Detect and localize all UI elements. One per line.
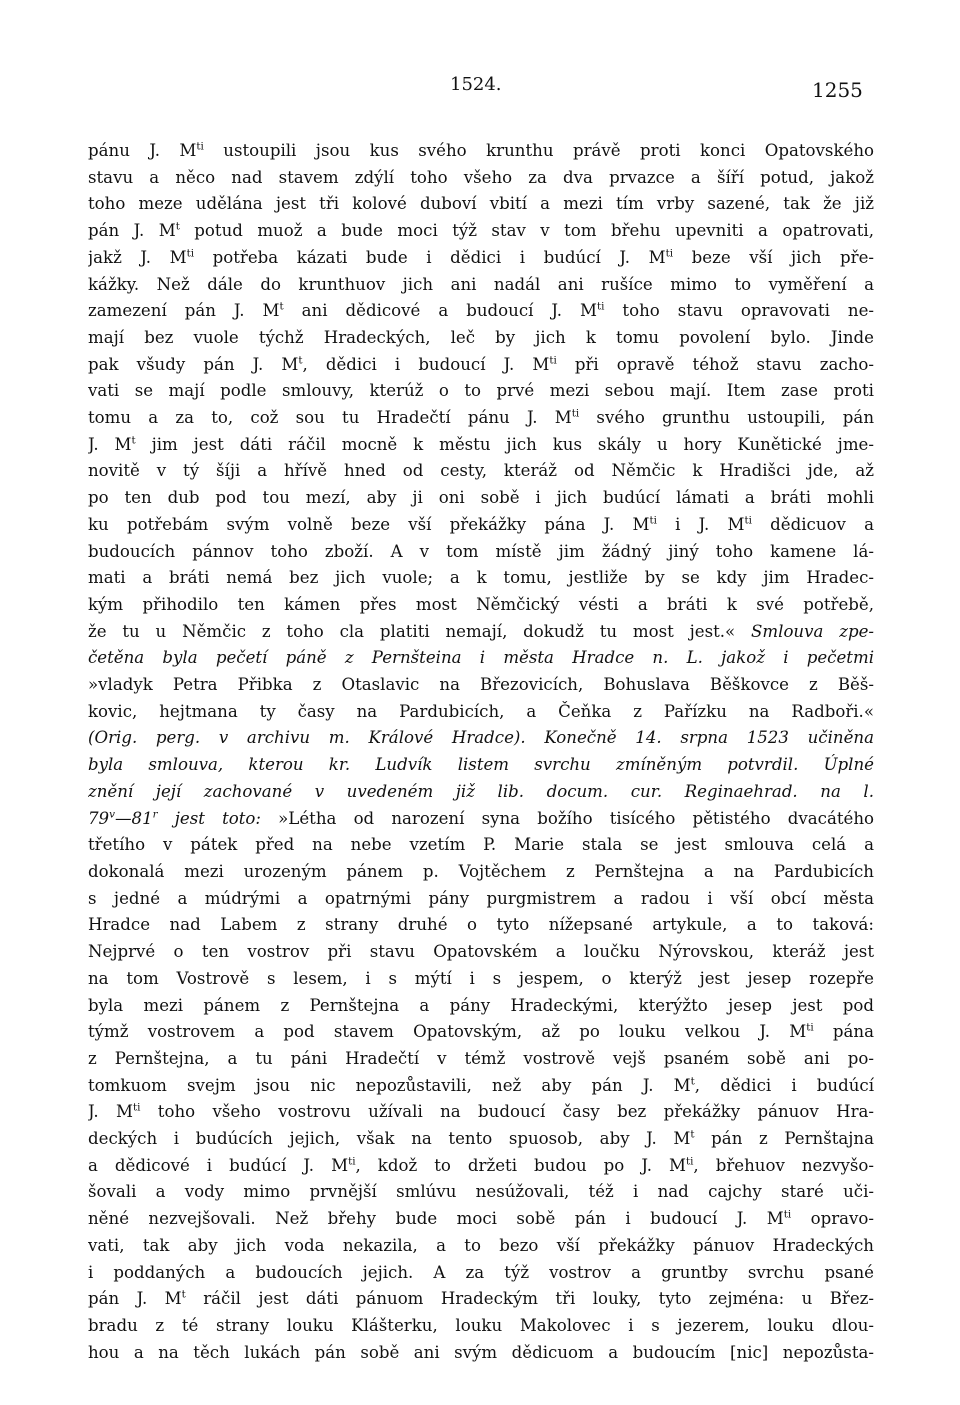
italic-text: znění její zachované v uvedeném již lib. docum. cur. Reginaehrad. na l. <box>88 781 874 801</box>
text-line <box>88 138 874 165</box>
page-number: 1255 <box>812 78 863 102</box>
text-segment: J. M <box>88 434 132 454</box>
text-segment: kým přihodilo ten kámen přes most Němčický vésti a bráti k své potřebě, <box>88 594 874 614</box>
superscript: r <box>152 808 158 821</box>
text-segment: ustoupili jsou kus svého krunthu právě proti konci Opatovského <box>203 141 874 160</box>
text-line <box>88 245 874 272</box>
text-segment: mají bez vuole týchž Hradeckých, leč by jich k tomu povolení bylo. Jinde <box>88 327 874 347</box>
text-segment: Nejprvé o ten vostrov při stavu Opatovském a loučku Nýrovskou, kteráž jest <box>88 942 874 962</box>
text-segment: jakž J. M <box>88 247 187 267</box>
text-segment: Hradce nad Labem z strany druhé o tyto nížepsané artykule, a to taková: <box>88 915 874 935</box>
text-segment: třetího v pátek před na nebe vzetím P. Marie stala se jest smlouva celá a <box>88 835 874 855</box>
text-segment: , kdož to držeti budou po J. M <box>355 1155 686 1175</box>
text-segment: pánu J. M <box>88 141 197 160</box>
text-segment: i J. M <box>656 514 745 534</box>
text-segment: tomkuom svejm jsou nic nepozůstavili, než aby pán J. M <box>88 1075 691 1095</box>
text-segment: kovic, hejtmana ty časy na Pardubicích, a Čeňka z Pařízku na Radboři.« <box>88 701 874 721</box>
text-segment: dokonalá mezi urozeným pánem p. Vojtěchem z Pernštejna a na Pardubicích <box>88 861 874 881</box>
text-line <box>88 619 874 646</box>
text-segment: zamezení pán J. M <box>88 301 280 321</box>
superscript: t <box>690 1128 695 1141</box>
text-segment: šovali a vody mimo prvnější smlúvu nesúžovali, též i nad cajchy staré uči- <box>88 1182 874 1202</box>
text-segment: a dědicové i budúcí J. M <box>88 1155 349 1175</box>
superscript: t <box>181 1288 186 1301</box>
text-line <box>88 1233 874 1260</box>
text-line <box>88 672 874 699</box>
superscript: ti <box>806 1021 814 1034</box>
text-line <box>88 1313 874 1340</box>
text-segment: s jedné a múdrými a opatrnými pány purgmistrem a radou i vší obcí města <box>88 888 874 908</box>
text-line <box>88 485 874 512</box>
text-segment: mati a bráti nemá bez jich vuole; a k tomu, jestliže by se kdy jim Hradec- <box>88 568 874 588</box>
superscript: ti <box>571 407 580 420</box>
text-line <box>88 1286 874 1313</box>
text-line <box>88 512 874 539</box>
text-segment: vati, tak aby jich voda nekazila, a to bezo vší překážky pánuov Hradeckých <box>88 1235 874 1255</box>
text-segment: vati se mají podle smlouvy, kterúž o to prvé mezi sebou mají. Item zase proti <box>88 381 874 401</box>
text-segment: toho stavu opravovati ne- <box>604 301 874 321</box>
text-segment: , dědici i budúcí <box>694 1075 874 1095</box>
text-segment: novitě v tý šíji a hřívě hned od cesty, kteráž od Němčic k Hradišci jde, až <box>88 461 874 481</box>
text-line <box>88 966 874 993</box>
text-segment: ráčil jest dáti pánuom Hradeckým tři louky, tyto zejména: u Břez- <box>185 1289 874 1309</box>
superscript: ti <box>549 354 557 367</box>
text-segment: že tu u Němčic z toho cla platiti nemají, dokudž tu most jest.« <box>88 621 752 641</box>
text-line <box>88 592 874 619</box>
text-line <box>88 832 874 859</box>
text-line <box>88 432 874 459</box>
text-line <box>88 378 874 405</box>
text-segment: »vladyk Petra Přibka z Otaslavic na Březovicích, Bohuslava Běškovce z Běš- <box>88 675 874 695</box>
text-line <box>88 859 874 886</box>
text-segment: potud muož a bude moci týž stav v tom břehu upevniti a opatrovati, <box>179 221 874 241</box>
superscript: t <box>298 354 303 367</box>
text-segment: na tom Vostrově s lesem, i s mýtí i s jespem, o kterýž jest jesep rozepře <box>88 968 874 988</box>
text-segment: po ten dub pod tou mezí, aby ji oni sobě i jich budúcí lámati a bráti mohli <box>88 488 874 508</box>
text-line <box>88 886 874 913</box>
text-segment: týmž vostrovem a pod stavem Opatovským, až po louku velkou J. M <box>88 1022 807 1042</box>
text-line <box>88 1206 874 1233</box>
superscript: t <box>279 300 284 313</box>
italic-text: Smlouva zpe- <box>751 621 874 641</box>
text-line <box>88 1153 874 1180</box>
superscript: t <box>131 434 136 447</box>
italic-text: 79 <box>88 808 110 828</box>
text-segment: toho meze udělána jest tři kolové duboví vbití a mezi tím vrby sazené, tak že již <box>88 194 874 214</box>
text-segment: , dědici i budoucí J. M <box>302 354 550 374</box>
text-segment: pak všudy pán J. M <box>88 354 299 374</box>
text-segment: svého grunthu ustoupili, pán <box>579 408 874 428</box>
text-line <box>88 458 874 485</box>
superscript: ti <box>744 514 752 527</box>
text-line <box>88 539 874 566</box>
italic-text: —81 <box>114 808 153 828</box>
text-segment: budoucích pánnov toho zboží. A v tom místě jim žádný jiný toho kamene lá- <box>88 541 874 561</box>
superscript: t <box>175 220 180 233</box>
text-segment: dědicuov a <box>751 514 874 534</box>
text-segment: pána <box>813 1022 874 1042</box>
text-line <box>88 1126 874 1153</box>
italic-text: byla smlouva, kterou kr. Ludvík listem svrchu zmíněným potvrdil. Úplné <box>88 755 874 775</box>
text-line <box>88 645 874 672</box>
text-segment: , břehuov nezvyšo- <box>693 1155 874 1175</box>
superscript: ti <box>348 1155 356 1168</box>
text-line <box>88 1179 874 1206</box>
body-text <box>88 138 874 1366</box>
text-segment: z Pernštejna, a tu páni Hradečtí v témž vostrově vejš psaném sobě ani po- <box>88 1048 874 1068</box>
text-line <box>88 405 874 432</box>
text-line <box>88 352 874 379</box>
text-line <box>88 1046 874 1073</box>
year-heading: 1524. <box>450 74 502 95</box>
text-line <box>88 1019 874 1046</box>
text-segment: pán J. M <box>88 221 176 241</box>
text-line <box>88 218 874 245</box>
italic-text: (Orig. perg. v archivu m. Králové Hradce). Konečně 14. srpna 1523 učiněna <box>88 728 874 748</box>
text-line <box>88 272 874 299</box>
text-segment: jim jest dáti ráčil mocně k městu jich kus skály u hory Kunětické jme- <box>135 434 874 454</box>
superscript: ti <box>133 1101 141 1114</box>
text-line <box>88 993 874 1020</box>
text-segment: něné nezvejšovali. Než břehy bude moci sobě pán i budoucí J. M <box>88 1209 784 1229</box>
text-line <box>88 325 874 352</box>
text-line <box>88 298 874 325</box>
text-segment: ani dědicové a budoucí J. M <box>283 301 598 321</box>
text-segment: J. M <box>88 1102 133 1122</box>
superscript: ti <box>649 514 657 527</box>
text-segment: pán J. M <box>88 1289 182 1309</box>
text-segment: hou a na těch lukách pán sobě ani svým dědicuom a budoucím [nic] nepozůsta- <box>88 1342 874 1362</box>
text-segment: při opravě téhož stavu zacho- <box>556 354 874 374</box>
text-line <box>88 1099 874 1126</box>
text-segment: beze vší jich pře- <box>673 247 874 267</box>
superscript: ti <box>196 140 204 153</box>
text-line <box>88 779 874 806</box>
italic-text: jest toto: <box>157 808 279 828</box>
superscript: v <box>109 808 115 821</box>
superscript: ti <box>686 1155 694 1168</box>
text-segment: »Létha od narození syna božího tisícého pětistého dvacátého <box>278 808 874 828</box>
superscript: ti <box>783 1208 792 1221</box>
text-segment: opravo- <box>791 1209 874 1229</box>
text-line <box>88 752 874 779</box>
text-line <box>88 699 874 726</box>
text-segment: tomu a za to, což sou tu Hradečtí pánu J. M <box>88 408 572 428</box>
text-line <box>88 165 874 192</box>
text-segment: stavu a něco nad stavem zdýlí toho všeho za dva prvazce a šíří potud, jakož <box>88 167 874 187</box>
text-segment: potřeba kázati bude i dědici i budúcí J. M <box>194 247 666 267</box>
superscript: t <box>690 1075 695 1088</box>
text-segment: i poddaných a budoucích jejich. A za týž vostrov a gruntby svrchu psané <box>88 1262 874 1282</box>
text-line <box>88 1073 874 1100</box>
text-segment: pán z Pernštajna <box>694 1129 874 1149</box>
text-line <box>88 725 874 752</box>
text-segment: ku potřebám svým volně beze vší překážky pána J. M <box>88 514 650 534</box>
superscript: ti <box>597 300 605 313</box>
superscript: ti <box>186 247 195 260</box>
text-segment: kážky. Než dále do krunthuov jich ani nadál ani rušíce mimo to vyměření a <box>88 274 874 294</box>
text-segment: byla mezi pánem z Pernštejna a pány Hradeckými, kterýžto jesep jest pod <box>88 995 874 1015</box>
text-line <box>88 565 874 592</box>
text-line <box>88 1340 874 1367</box>
superscript: ti <box>665 247 674 260</box>
text-line <box>88 939 874 966</box>
text-line <box>88 1260 874 1287</box>
text-segment: bradu z té strany louku Klášterku, louku Makolovec i s jezerem, louku dlou- <box>88 1315 874 1335</box>
text-line <box>88 912 874 939</box>
italic-text: četěna byla pečetí páně z Pernšteina i města Hradce n. L. jakož i pečetmi <box>88 648 874 668</box>
text-line <box>88 806 874 833</box>
text-line <box>88 191 874 218</box>
text-segment: deckých i budúcích jejich, však na tento spuosob, aby J. M <box>88 1129 691 1149</box>
text-segment: toho všeho vostrovu užívali na budoucí časy bez překážky pánuov Hra- <box>140 1102 874 1122</box>
